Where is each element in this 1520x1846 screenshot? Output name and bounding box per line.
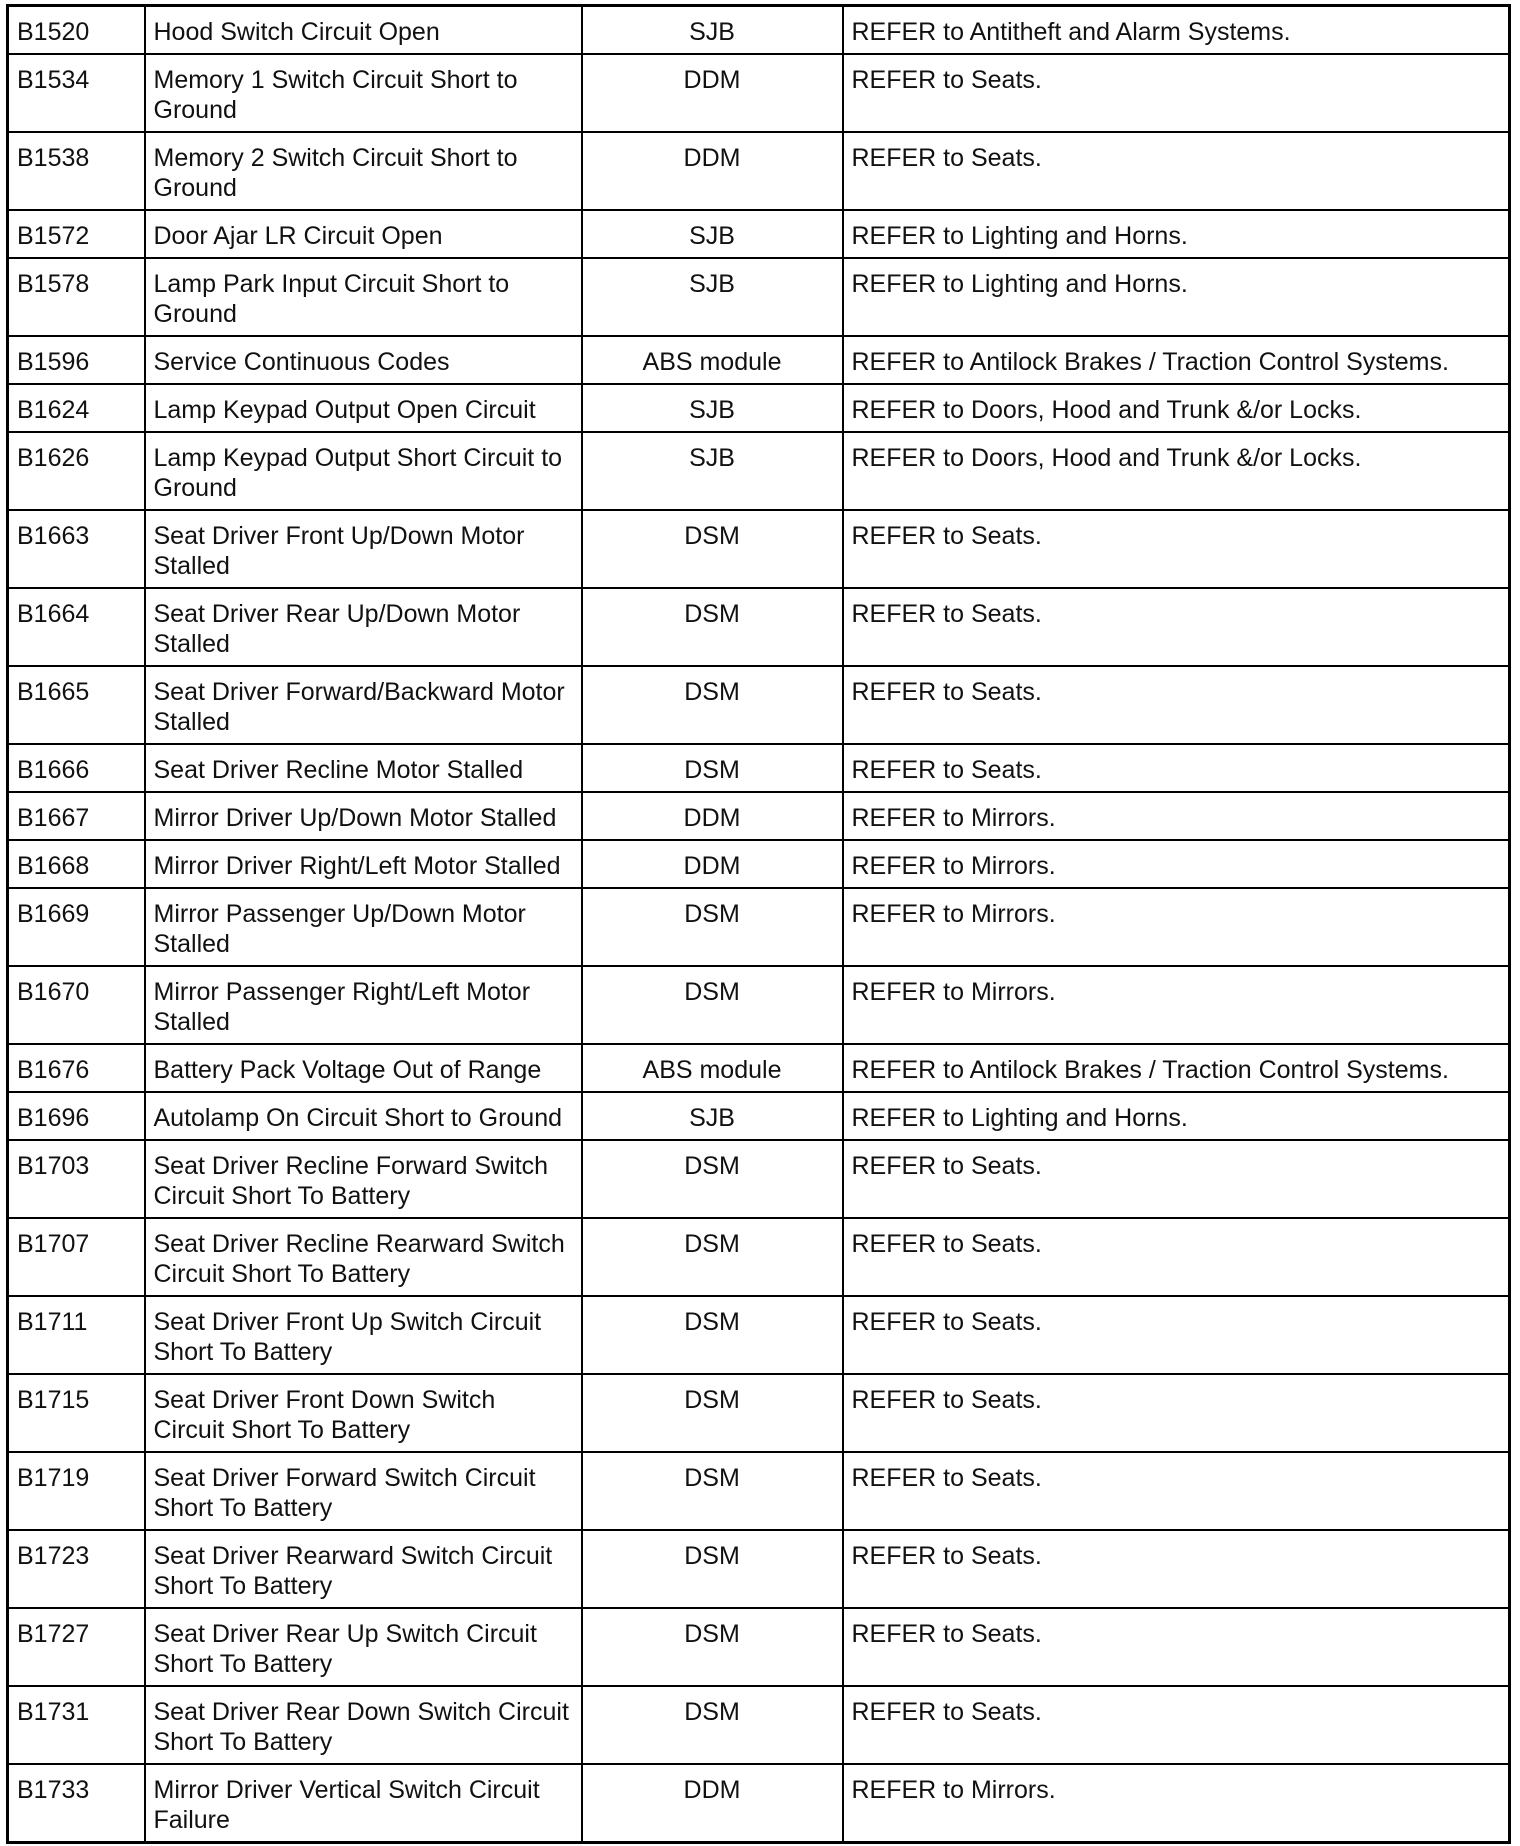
table-row (8, 1092, 1510, 1140)
dtc-description: Seat Driver Front Up Switch Circuit Short To Battery (145, 1296, 582, 1374)
dtc-action: REFER to Seats. (843, 1686, 1510, 1764)
dtc-code: B1696 (8, 1092, 145, 1140)
dtc-code: B1572 (8, 210, 145, 258)
dtc-code: B1666 (8, 744, 145, 792)
dtc-action: REFER to Mirrors. (843, 888, 1510, 966)
dtc-code: B1663 (8, 510, 145, 588)
dtc-code: B1669 (8, 888, 145, 966)
dtc-description: Battery Pack Voltage Out of Range (145, 1044, 582, 1092)
dtc-description: Hood Switch Circuit Open (145, 6, 582, 55)
dtc-description: Mirror Driver Up/Down Motor Stalled (145, 792, 582, 840)
dtc-code: B1534 (8, 54, 145, 132)
dtc-description: Mirror Driver Vertical Switch Circuit Failure (145, 1764, 582, 1843)
table-row (8, 1218, 1510, 1296)
dtc-action: REFER to Seats. (843, 1530, 1510, 1608)
table-row (8, 6, 1510, 55)
dtc-code: B1715 (8, 1374, 145, 1452)
dtc-description: Seat Driver Recline Forward Switch Circuit Short To Battery (145, 1140, 582, 1218)
dtc-module: SJB (582, 6, 843, 55)
dtc-code: B1676 (8, 1044, 145, 1092)
dtc-module: DSM (582, 744, 843, 792)
dtc-code: B1668 (8, 840, 145, 888)
table-row (8, 258, 1510, 336)
dtc-module: DDM (582, 132, 843, 210)
dtc-action: REFER to Lighting and Horns. (843, 1092, 1510, 1140)
dtc-description: Seat Driver Forward/Backward Motor Stalled (145, 666, 582, 744)
dtc-action: REFER to Seats. (843, 744, 1510, 792)
dtc-description: Seat Driver Front Up/Down Motor Stalled (145, 510, 582, 588)
dtc-code: B1596 (8, 336, 145, 384)
dtc-module: DSM (582, 966, 843, 1044)
dtc-action: REFER to Lighting and Horns. (843, 210, 1510, 258)
dtc-module: DSM (582, 510, 843, 588)
table-row (8, 1140, 1510, 1218)
dtc-code: B1520 (8, 6, 145, 55)
dtc-module: DSM (582, 1140, 843, 1218)
table-row (8, 54, 1510, 132)
dtc-module: SJB (582, 384, 843, 432)
dtc-code: B1626 (8, 432, 145, 510)
dtc-code: B1667 (8, 792, 145, 840)
dtc-code: B1707 (8, 1218, 145, 1296)
table-row (8, 210, 1510, 258)
dtc-code: B1711 (8, 1296, 145, 1374)
dtc-description: Autolamp On Circuit Short to Ground (145, 1092, 582, 1140)
dtc-description: Seat Driver Rear Up/Down Motor Stalled (145, 588, 582, 666)
dtc-code: B1733 (8, 1764, 145, 1843)
dtc-action: REFER to Antilock Brakes / Traction Control Systems. (843, 1044, 1510, 1092)
dtc-module: SJB (582, 258, 843, 336)
dtc-code: B1578 (8, 258, 145, 336)
dtc-description: Lamp Park Input Circuit Short to Ground (145, 258, 582, 336)
dtc-action: REFER to Seats. (843, 588, 1510, 666)
dtc-description: Seat Driver Forward Switch Circuit Short To Battery (145, 1452, 582, 1530)
dtc-module: ABS module (582, 1044, 843, 1092)
dtc-module: DSM (582, 1296, 843, 1374)
dtc-module: DDM (582, 54, 843, 132)
table-row (8, 132, 1510, 210)
table-row (8, 384, 1510, 432)
dtc-description: Seat Driver Recline Rearward Switch Circuit Short To Battery (145, 1218, 582, 1296)
table-row (8, 336, 1510, 384)
dtc-description: Memory 1 Switch Circuit Short to Ground (145, 54, 582, 132)
dtc-code: B1664 (8, 588, 145, 666)
dtc-description: Service Continuous Codes (145, 336, 582, 384)
dtc-table (6, 4, 1511, 1844)
dtc-description: Seat Driver Front Down Switch Circuit Short To Battery (145, 1374, 582, 1452)
dtc-action: REFER to Lighting and Horns. (843, 258, 1510, 336)
dtc-table-body (8, 6, 1510, 1843)
table-row (8, 888, 1510, 966)
dtc-code: B1670 (8, 966, 145, 1044)
dtc-action: REFER to Seats. (843, 1608, 1510, 1686)
dtc-module: SJB (582, 432, 843, 510)
table-row (8, 588, 1510, 666)
dtc-action: REFER to Seats. (843, 1218, 1510, 1296)
dtc-module: DSM (582, 888, 843, 966)
dtc-action: REFER to Doors, Hood and Trunk &/or Locks. (843, 432, 1510, 510)
dtc-code: B1727 (8, 1608, 145, 1686)
dtc-description: Memory 2 Switch Circuit Short to Ground (145, 132, 582, 210)
dtc-module: DDM (582, 792, 843, 840)
dtc-action: REFER to Mirrors. (843, 966, 1510, 1044)
table-row (8, 1686, 1510, 1764)
table-row (8, 1296, 1510, 1374)
dtc-description: Seat Driver Recline Motor Stalled (145, 744, 582, 792)
table-row (8, 432, 1510, 510)
dtc-module: DSM (582, 1374, 843, 1452)
table-row (8, 1044, 1510, 1092)
table-row (8, 840, 1510, 888)
table-row (8, 744, 1510, 792)
dtc-module: ABS module (582, 336, 843, 384)
dtc-module: SJB (582, 1092, 843, 1140)
dtc-action: REFER to Antitheft and Alarm Systems. (843, 6, 1510, 55)
dtc-action: REFER to Seats. (843, 54, 1510, 132)
dtc-code: B1703 (8, 1140, 145, 1218)
dtc-description: Mirror Driver Right/Left Motor Stalled (145, 840, 582, 888)
dtc-description: Seat Driver Rear Up Switch Circuit Short To Battery (145, 1608, 582, 1686)
table-row (8, 792, 1510, 840)
dtc-module: DDM (582, 1764, 843, 1843)
table-row (8, 1374, 1510, 1452)
dtc-code: B1538 (8, 132, 145, 210)
dtc-description: Seat Driver Rearward Switch Circuit Short To Battery (145, 1530, 582, 1608)
dtc-description: Lamp Keypad Output Open Circuit (145, 384, 582, 432)
dtc-code: B1665 (8, 666, 145, 744)
dtc-module: DSM (582, 1530, 843, 1608)
table-row (8, 1530, 1510, 1608)
dtc-description: Door Ajar LR Circuit Open (145, 210, 582, 258)
dtc-action: REFER to Seats. (843, 1140, 1510, 1218)
dtc-description: Seat Driver Rear Down Switch Circuit Short To Battery (145, 1686, 582, 1764)
dtc-action: REFER to Seats. (843, 666, 1510, 744)
dtc-code: B1719 (8, 1452, 145, 1530)
dtc-module: DSM (582, 1608, 843, 1686)
table-row (8, 1608, 1510, 1686)
dtc-module: DSM (582, 1686, 843, 1764)
dtc-code: B1723 (8, 1530, 145, 1608)
document-page (6, 4, 1508, 1838)
table-row (8, 1764, 1510, 1843)
dtc-action: REFER to Seats. (843, 510, 1510, 588)
dtc-module: DDM (582, 840, 843, 888)
dtc-module: DSM (582, 1452, 843, 1530)
dtc-action: REFER to Seats. (843, 132, 1510, 210)
dtc-description: Mirror Passenger Up/Down Motor Stalled (145, 888, 582, 966)
dtc-description: Lamp Keypad Output Short Circuit to Ground (145, 432, 582, 510)
dtc-action: REFER to Seats. (843, 1296, 1510, 1374)
dtc-action: REFER to Mirrors. (843, 792, 1510, 840)
dtc-action: REFER to Seats. (843, 1374, 1510, 1452)
dtc-code: B1731 (8, 1686, 145, 1764)
dtc-description: Mirror Passenger Right/Left Motor Stalled (145, 966, 582, 1044)
dtc-module: SJB (582, 210, 843, 258)
dtc-action: REFER to Mirrors. (843, 840, 1510, 888)
table-row (8, 666, 1510, 744)
dtc-module: DSM (582, 1218, 843, 1296)
table-row (8, 510, 1510, 588)
table-row (8, 1452, 1510, 1530)
dtc-code: B1624 (8, 384, 145, 432)
table-row (8, 966, 1510, 1044)
dtc-action: REFER to Doors, Hood and Trunk &/or Locks. (843, 384, 1510, 432)
dtc-action: REFER to Seats. (843, 1452, 1510, 1530)
dtc-module: DSM (582, 588, 843, 666)
dtc-action: REFER to Mirrors. (843, 1764, 1510, 1843)
dtc-action: REFER to Antilock Brakes / Traction Control Systems. (843, 336, 1510, 384)
dtc-module: DSM (582, 666, 843, 744)
